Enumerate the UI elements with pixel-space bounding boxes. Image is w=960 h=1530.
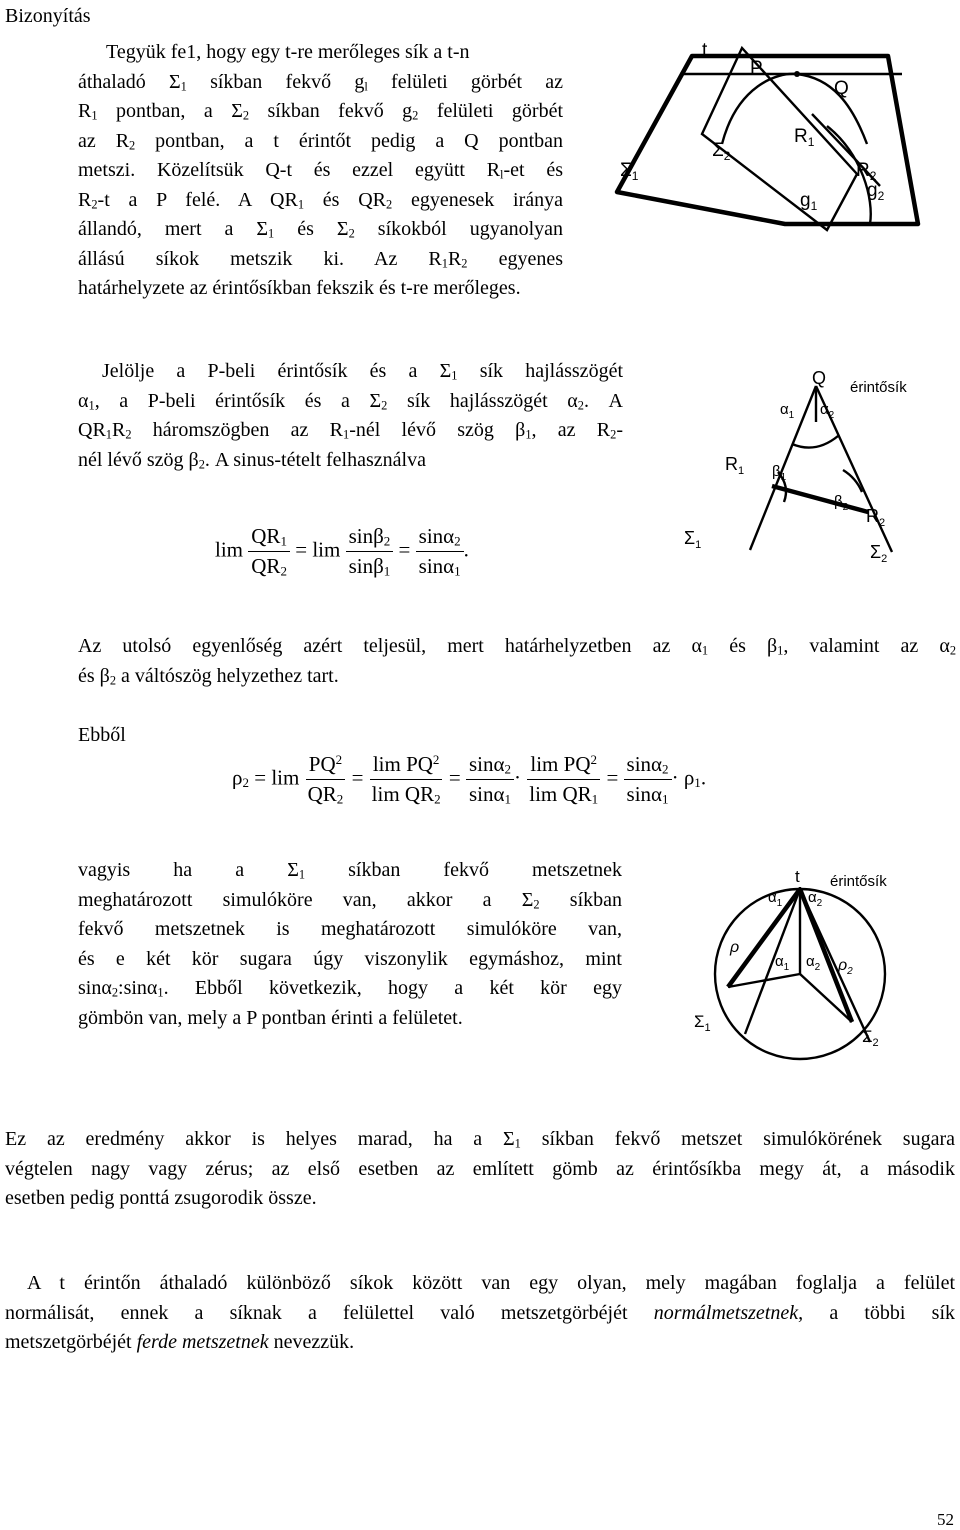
page-number: 52	[937, 1510, 954, 1529]
text-line: állású síkok metszik ki. Az $R_1R_2$ egyenes	[78, 247, 564, 270]
text-line: Az utolsó egyenlőség azért teljesül, mert határhelyzetben az $\alpha_1$ és $\beta_1$, valamint az $\alpha_2$	[78, 635, 957, 658]
paragraph-limit-case	[5, 1125, 955, 1214]
equation-limit-ratio: lim $\frac{QR_1}{QR_2}$ = lim $\frac{\sin\beta_2}{\sin\beta_1}$ = $\frac{\sin\alpha_2}{\sin\alpha_1}$ .	[215, 524, 469, 579]
text-line: az $R_2$ pontban, a t érintőt pedig a Q pontban	[78, 129, 563, 152]
term-oblique-section: ferde metszetnek	[136, 1331, 269, 1353]
label-rho2: $\rho_2$	[838, 957, 853, 977]
label-alpha2-mid: $\alpha_2$	[806, 953, 821, 973]
figure-planes-curves-drawing	[612, 34, 942, 264]
label-sigma1: $\Sigma_1$	[694, 1012, 711, 1034]
segment-r1-r2	[772, 486, 868, 512]
label-t: t	[795, 867, 800, 886]
arc-alpha	[792, 436, 838, 448]
paragraph-proof-intro	[78, 38, 563, 304]
label-r2: $R_2$	[856, 160, 877, 183]
text-line: A t érintőn áthaladó különböző síkok között van egy olyan, mely magában foglalja a felület	[27, 1272, 955, 1294]
label-p: P	[750, 58, 763, 79]
text-line: határhelyzete az érintősíkban fekszik és t-re merőleges.	[78, 277, 521, 299]
paragraph-osculating-circles	[78, 856, 622, 1033]
label-q: Q	[834, 78, 849, 99]
fraction-sin-alpha: $\frac{\sin\alpha_2}{\sin\alpha_1}$	[416, 524, 464, 579]
line-r1-q	[812, 114, 854, 158]
paragraph-angles	[78, 357, 623, 475]
text-line: és $\beta_2$ a váltószög helyzethez tart.	[78, 664, 339, 687]
label-beta1: $\beta_1$	[772, 463, 787, 483]
fraction-limpq-limqr2: $\frac{\lim PQ^2}{\lim QR_2}$	[371, 751, 441, 807]
text-line: Tegyük fe1, hogy egy t-re merőleges sík a t-n	[106, 41, 470, 63]
label-beta2: $\beta_2$	[834, 493, 849, 513]
text-line: gömbön van, mely a P pontban érinti a felületet.	[78, 1006, 463, 1029]
text-line: $QR_1R_2$ háromszögben az $R_1$-nél lévő szög $\beta_1$, az $R_2-$	[78, 419, 623, 442]
figure-triangle	[680, 362, 910, 577]
label-q: Q	[812, 368, 827, 388]
text-line: meghatározott simulóköre van, akkor a $\Sigma_2$ síkban	[78, 888, 622, 911]
text-line: sinα$_2$:sinα$_1$. Ebből következik, hogy a két kör egy	[78, 977, 622, 1000]
section-heading: Bizonyítás	[5, 5, 91, 27]
label-alpha2: $\alpha_2$	[820, 401, 835, 421]
fraction-limpq-limqr1: $\frac{\lim PQ^2}{\lim QR_1}$	[529, 751, 599, 807]
text-line: Jelölje a P-beli érintősík és a $\Sigma_1$ sík hajlásszögét	[102, 360, 623, 383]
text-line: nél lévő szög $\beta_2$. A sinus-tételt felhasználva	[78, 448, 426, 471]
label-alpha1: $\alpha_1$	[780, 401, 795, 421]
figure-triangle-drawing	[680, 362, 910, 577]
text-line: vagyis ha a $\Sigma_1$ síkban fekvő metszetnek	[78, 859, 622, 882]
label-sigma2: $\Sigma_2$	[870, 542, 888, 565]
text-line: Ez az eredmény akkor is helyes marad, ha a $\Sigma_1$ síkban fekvő metszet simulókörének sugara	[5, 1128, 956, 1151]
text-line: normálisát, ennek a síknak a felülettel való metszetgörbéjét normálmetszetnek, a többi sík	[5, 1301, 955, 1324]
text-line: és e két kör sugara úgy viszonylik egymáshoz, mint	[78, 947, 622, 970]
label-r1: $R_1$	[794, 126, 815, 149]
fraction-sinalpha-a: $\frac{\sin\alpha_2}{\sin\alpha_1}$	[466, 752, 514, 807]
text-line: állandó, mert a $\Sigma_1$ és $\Sigma_2$ síkokból ugyanolyan	[78, 218, 564, 241]
label-alpha2-top: $\alpha_2$	[808, 889, 823, 909]
label-g1: $g_1$	[800, 190, 818, 213]
text-line: $R_2-t$ a P felé. A $QR_1$ és $QR_2$ egyenesek iránya	[78, 188, 564, 211]
label-g2: $g_2$	[867, 180, 885, 203]
figure-sphere	[690, 862, 905, 1067]
label-alpha1-top: $\alpha_1$	[768, 889, 783, 909]
text-line: metszi. Közelítsük Q-t és ezzel együtt $R_l-et$ és	[78, 159, 563, 182]
fraction-pq-qr: $\frac{PQ^2}{QR_2}$	[307, 751, 344, 807]
equation-rho2: $\rho_2 = \lim$ $\frac{PQ^2}{QR_2}$ = $\frac{\lim PQ^2}{\lim QR_2}$ = $\frac{\sin\alpha_2}{\sin\alpha_1}$ · $\frac{\lim PQ^2}{\lim QR_1}$ = $\frac{\sin\alpha_2}{\sin\alpha_1}$ · $\rho_1$.	[232, 751, 707, 807]
text-line: esetben pedig ponttá zsugorodik össze.	[5, 1187, 317, 1209]
fraction-sin-beta: $\frac{\sin\beta_2}{\sin\beta_1}$	[346, 524, 394, 579]
term-normal-section: normálmetszetnek,	[653, 1301, 804, 1324]
paragraph-last-equality	[78, 632, 956, 691]
figure-planes-curves	[612, 34, 942, 264]
label-r1: $R_1$	[725, 454, 745, 477]
plane-line-left	[745, 889, 800, 1034]
label-tangent-plane: érintősík	[830, 873, 887, 890]
fraction-sinalpha-b: $\frac{\sin\alpha_2}{\sin\alpha_1}$	[624, 752, 672, 807]
label-rho: ρ	[730, 939, 740, 956]
label-sigma1: $\Sigma_1$	[620, 160, 639, 183]
label-t: t	[702, 40, 708, 61]
text-line: metszetgörbéjét ferde metszetnek nevezzük.	[5, 1331, 355, 1353]
paragraph-normal-section	[5, 1269, 955, 1358]
text-ebbol: Ebből	[78, 724, 126, 746]
text-line: fekvő metszetnek is meghatározott simulóköre van,	[78, 918, 622, 940]
label-alpha1-mid: $\alpha_1$	[775, 953, 790, 973]
text-line: végtelen nagy vagy zérus; az első esetben az említett gömb az érintősíkba megy át, a második	[5, 1157, 955, 1180]
text-line: áthaladó $\Sigma_1$ síkban fekvő $g_l$ felületi görbét az	[78, 70, 564, 93]
label-sigma2: $\Sigma_2$	[712, 140, 731, 163]
label-r2: $R_2$	[866, 506, 886, 529]
label-tangent-plane: érintősík	[850, 379, 907, 396]
fraction-qr: $\frac{QR_1}{QR_2}$	[248, 524, 290, 579]
text-line: $\alpha_1$, a P-beli érintősík és a $\Sigma_2$ sík hajlásszögét $\alpha_2$. A	[78, 389, 624, 412]
figure-sphere-drawing	[690, 862, 905, 1067]
text-line: $R_1$ pontban, a $\Sigma_2$ síkban fekvő $g_2$ felületi görbét	[78, 100, 564, 123]
point-p	[794, 71, 800, 77]
label-sigma2: $\Sigma_2$	[862, 1027, 879, 1049]
label-sigma1: $\Sigma_1$	[684, 528, 702, 551]
